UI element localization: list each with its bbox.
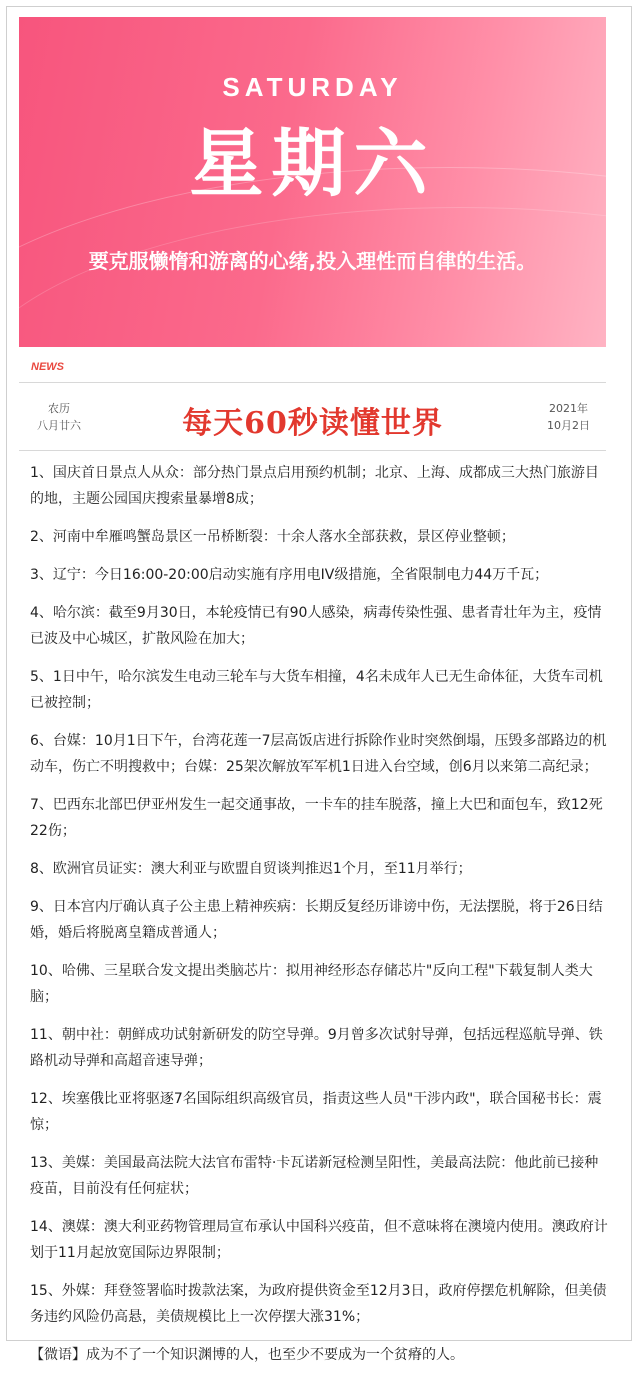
- news-item: 13、美媒：美国最高法院大法官布雷特·卡瓦诺新冠检测呈阳性，美最高法院：他此前已接种疫苗，目前没有任何症状；: [30, 1155, 599, 1197]
- masthead: [19, 390, 606, 451]
- news-item: 3、辽宁：今日16:00-20:00启动实施有序用电IV级措施，全省限制电力44万千瓦；: [30, 567, 549, 583]
- news-item: 7、巴西东北部巴伊亚州发生一起交通事故，一卡车的挂车脱落，撞上大巴和面包车，致12死22伤；: [30, 797, 603, 839]
- lunar-date: 八月廿六: [37, 419, 81, 432]
- daily-quote: 【微语】成为不了一个知识渊博的人，也至少不要成为一个贫瘠的人。: [30, 1347, 464, 1363]
- news-list: [30, 460, 612, 1380]
- news-item: 12、埃塞俄比亚将驱逐7名国际组织高级官员，指责这些人员"干涉内政"，联合国秘书长：震惊；: [30, 1091, 602, 1133]
- news-item: 10、哈佛、三星联合发文提出类脑芯片：拟用神经形态存储芯片"反向工程"下载复制人类大脑；: [30, 963, 593, 1005]
- news-item: 2、河南中牟雁鸣蟹岛景区一吊桥断裂：十余人落水全部获救，景区停业整顿；: [30, 529, 515, 545]
- date-day: 10月2日: [547, 419, 590, 432]
- date-year: 2021年: [549, 402, 588, 415]
- news-item: 4、哈尔滨：截至9月30日，本轮疫情已有90人感染，病毒传染性强、患者青壮年为主，疫情已波及中心城区，扩散风险在加大；: [30, 605, 602, 647]
- news-item: 14、澳媒：澳大利亚药物管理局宣布承认中国科兴疫苗，但不意味将在澳境内使用。澳政府计划于11月起放宽国际边界限制；: [30, 1219, 608, 1261]
- news-item: 11、朝中社：朝鲜成功试射新研发的防空导弹。9月曾多次试射导弹，包括远程巡航导弹、铁路机动导弹和高超音速导弹；: [30, 1027, 603, 1069]
- news-tag: NEWS: [31, 361, 64, 373]
- news-item: 15、外媒：拜登签署临时拨款法案，为政府提供资金至12月3日，政府停摆危机解除，但美债务违约风险仍高悬，美债规模比上一次停摆大涨31%；: [30, 1283, 607, 1325]
- gregorian-date-block: [547, 400, 590, 434]
- news-item: 8、欧洲官员证实：澳大利亚与欧盟自贸谈判推迟1个月，至11月举行；: [30, 861, 472, 877]
- hero-banner: [19, 17, 606, 347]
- news-item: 6、台媒：10月1日下午，台湾花莲一7层高饭店进行拆除作业时突然倒塌，压毁多部路边的机动车，伤亡不明搜救中；台媒：25架次解放军军机1日进入台空域，创6月以来第二高纪录；: [30, 733, 607, 775]
- news-tag-row: [19, 358, 606, 383]
- weekday-chinese: 星期六: [189, 121, 436, 207]
- weekday-english: SATURDAY: [222, 72, 403, 102]
- lunar-label: 农历: [48, 402, 70, 415]
- news-item: 9、日本宫内厅确认真子公主患上精神疾病：长期反复经历诽谤中伤，无法摆脱，将于26日结婚，婚后将脱离皇籍成普通人；: [30, 899, 603, 941]
- page-title: 每天60秒读懂世界: [182, 406, 443, 441]
- banner-motto: 要克服懒惰和游离的心绪,投入理性而自律的生活。: [88, 249, 537, 273]
- news-item: 5、1日中午，哈尔滨发生电动三轮车与大货车相撞，4名未成年人已无生命体征，大货车司机已被控制；: [30, 669, 603, 711]
- news-item: 1、国庆首日景点人从众：部分热门景点启用预约机制；北京、上海、成都成三大热门旅游目的地，主题公园国庆搜索量暴增8成；: [30, 465, 599, 507]
